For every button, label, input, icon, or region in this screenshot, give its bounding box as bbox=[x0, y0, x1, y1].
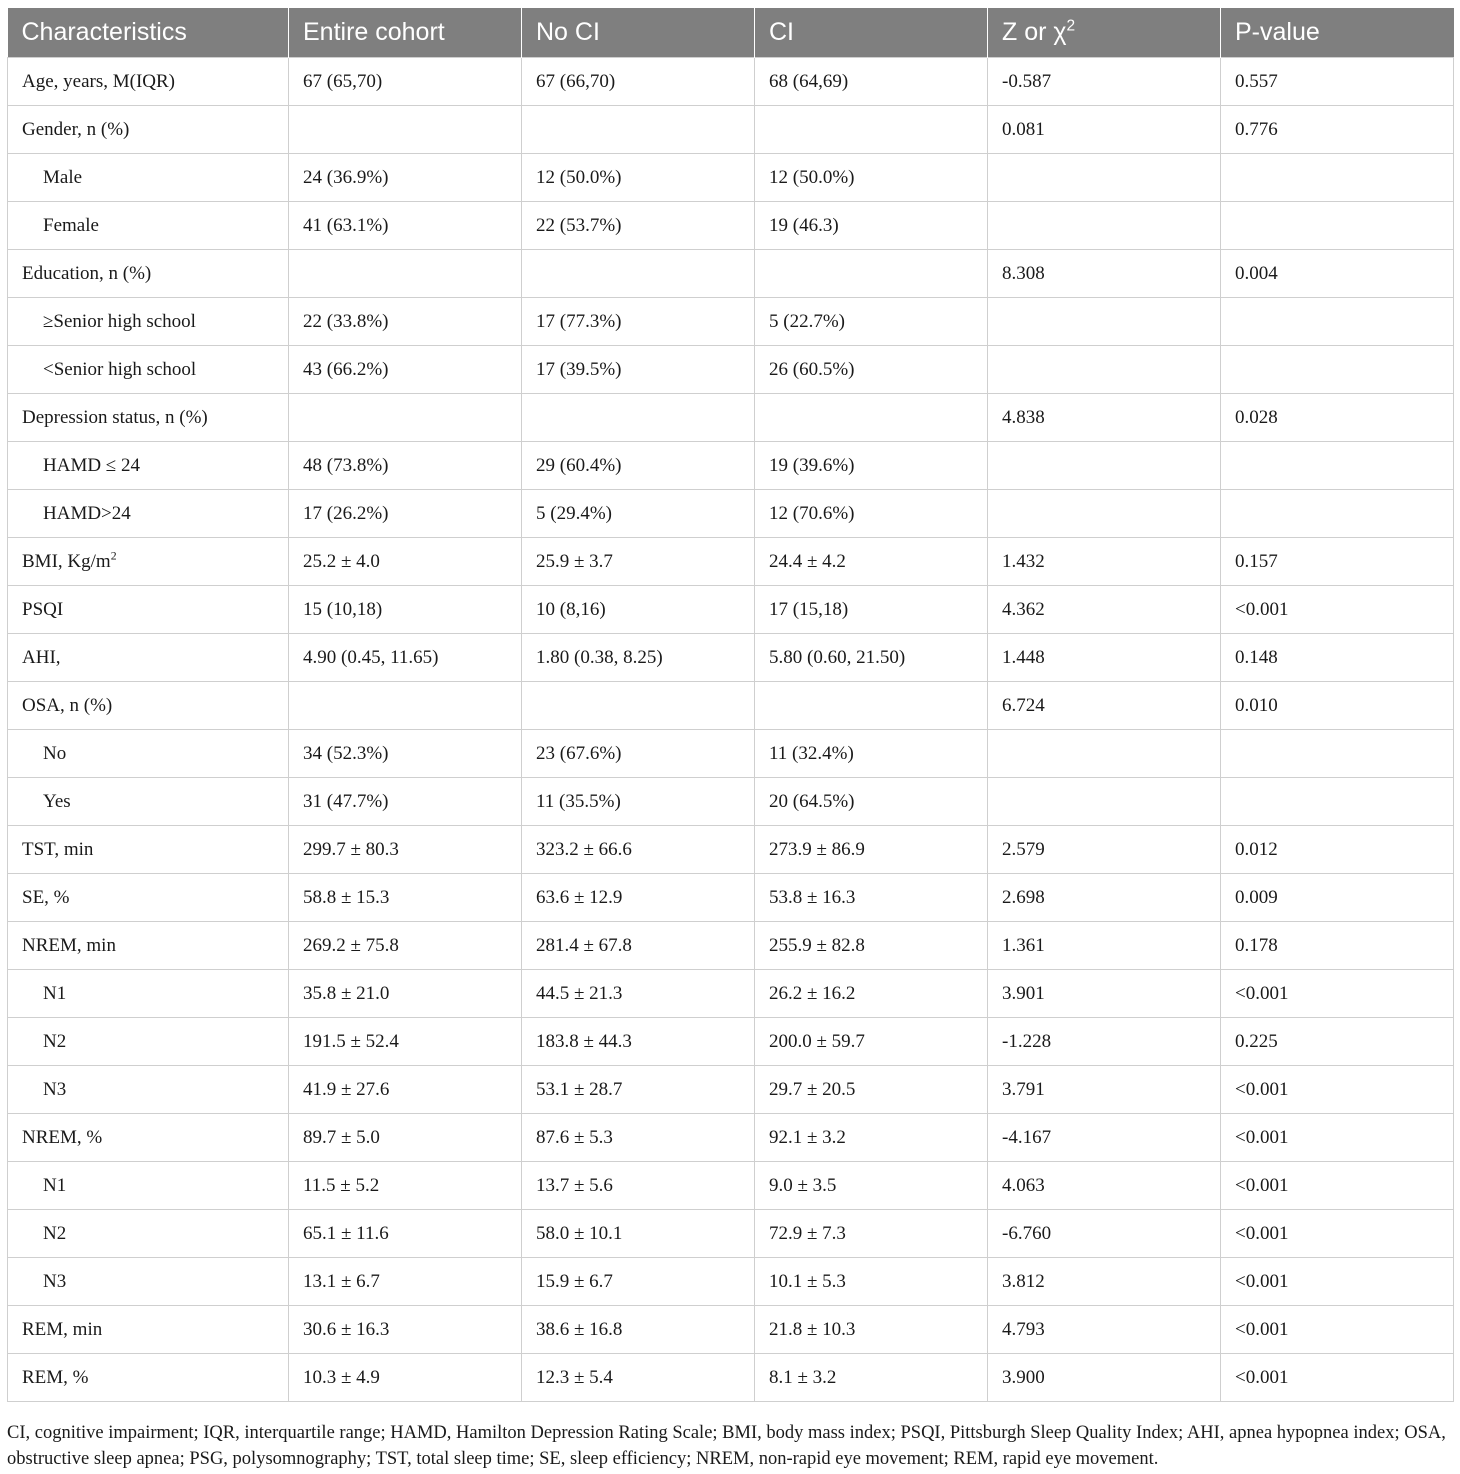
unit-superscript: 2 bbox=[110, 549, 117, 563]
table-row bbox=[8, 154, 1454, 202]
cell-z-or-chi2: 2.698 bbox=[988, 874, 1221, 922]
cell-ci: 17 (15,18) bbox=[755, 586, 988, 634]
cell-characteristic: N3 bbox=[8, 1066, 289, 1114]
cell-z-or-chi2: 6.724 bbox=[988, 682, 1221, 730]
table-row bbox=[8, 778, 1454, 826]
table-row bbox=[8, 826, 1454, 874]
cell-no-ci: 13.7 ± 5.6 bbox=[522, 1162, 755, 1210]
cell-p-value: 0.557 bbox=[1221, 58, 1454, 106]
cell-no-ci: 17 (39.5%) bbox=[522, 346, 755, 394]
cell-p-value bbox=[1221, 298, 1454, 346]
cell-ci: 273.9 ± 86.9 bbox=[755, 826, 988, 874]
cell-p-value: <0.001 bbox=[1221, 1306, 1454, 1354]
cell-z-or-chi2: 8.308 bbox=[988, 250, 1221, 298]
cell-entire-cohort: 58.8 ± 15.3 bbox=[289, 874, 522, 922]
cell-ci: 19 (39.6%) bbox=[755, 442, 988, 490]
cell-no-ci: 12 (50.0%) bbox=[522, 154, 755, 202]
cell-ci bbox=[755, 682, 988, 730]
cell-p-value: 0.012 bbox=[1221, 826, 1454, 874]
cell-no-ci: 29 (60.4%) bbox=[522, 442, 755, 490]
table-row bbox=[8, 922, 1454, 970]
cell-p-value bbox=[1221, 202, 1454, 250]
cell-ci: 24.4 ± 4.2 bbox=[755, 538, 988, 586]
cell-z-or-chi2: 3.791 bbox=[988, 1066, 1221, 1114]
characteristics-table-container bbox=[7, 8, 1453, 1402]
cell-ci: 9.0 ± 3.5 bbox=[755, 1162, 988, 1210]
cell-p-value bbox=[1221, 346, 1454, 394]
table-row bbox=[8, 58, 1454, 106]
table-row bbox=[8, 1114, 1454, 1162]
cell-entire-cohort: 4.90 (0.45, 11.65) bbox=[289, 634, 522, 682]
cell-p-value: 0.010 bbox=[1221, 682, 1454, 730]
cell-p-value: 0.178 bbox=[1221, 922, 1454, 970]
cell-z-or-chi2: 4.793 bbox=[988, 1306, 1221, 1354]
cell-p-value: 0.225 bbox=[1221, 1018, 1454, 1066]
cell-p-value: <0.001 bbox=[1221, 1162, 1454, 1210]
cell-no-ci: 53.1 ± 28.7 bbox=[522, 1066, 755, 1114]
cell-characteristic: Education, n (%) bbox=[8, 250, 289, 298]
cell-characteristic: N1 bbox=[8, 1162, 289, 1210]
cell-characteristic: Gender, n (%) bbox=[8, 106, 289, 154]
cell-z-or-chi2: 3.812 bbox=[988, 1258, 1221, 1306]
table-row bbox=[8, 1306, 1454, 1354]
cell-entire-cohort bbox=[289, 250, 522, 298]
cell-z-or-chi2 bbox=[988, 202, 1221, 250]
cell-p-value: 0.028 bbox=[1221, 394, 1454, 442]
table-footnote: CI, cognitive impairment; IQR, interquartile range; HAMD, Hamilton Depression Rating Scale; BMI, body mass index; PSQI, Pittsburgh Sleep Quality Index; AHI, apnea hypopnea index; OSA, obstructive sleep apnea; PSG, polysomnography; TST, total sleep time; SE, sleep efficiency; NREM, non-rapid eye movement; REM, rapid eye movement. bbox=[7, 1423, 1446, 1469]
cell-p-value: <0.001 bbox=[1221, 586, 1454, 634]
table-header-row bbox=[8, 8, 1454, 58]
cell-ci: 53.8 ± 16.3 bbox=[755, 874, 988, 922]
cell-z-or-chi2 bbox=[988, 778, 1221, 826]
cell-p-value: 0.157 bbox=[1221, 538, 1454, 586]
cell-entire-cohort: 25.2 ± 4.0 bbox=[289, 538, 522, 586]
cell-no-ci: 10 (8,16) bbox=[522, 586, 755, 634]
cell-no-ci: 87.6 ± 5.3 bbox=[522, 1114, 755, 1162]
cell-no-ci: 1.80 (0.38, 8.25) bbox=[522, 634, 755, 682]
cell-p-value: <0.001 bbox=[1221, 970, 1454, 1018]
cell-entire-cohort: 43 (66.2%) bbox=[289, 346, 522, 394]
cell-ci: 20 (64.5%) bbox=[755, 778, 988, 826]
table-row bbox=[8, 298, 1454, 346]
cell-characteristic: SE, % bbox=[8, 874, 289, 922]
cell-characteristic: PSQI bbox=[8, 586, 289, 634]
cell-no-ci: 22 (53.7%) bbox=[522, 202, 755, 250]
cell-ci bbox=[755, 250, 988, 298]
table-row bbox=[8, 250, 1454, 298]
cell-entire-cohort: 299.7 ± 80.3 bbox=[289, 826, 522, 874]
header-chi-superscript: 2 bbox=[1066, 17, 1076, 35]
cell-p-value bbox=[1221, 778, 1454, 826]
cell-z-or-chi2 bbox=[988, 154, 1221, 202]
cell-entire-cohort: 22 (33.8%) bbox=[289, 298, 522, 346]
cell-no-ci: 183.8 ± 44.3 bbox=[522, 1018, 755, 1066]
table-row bbox=[8, 1258, 1454, 1306]
header-entire-cohort: Entire cohort bbox=[289, 8, 522, 58]
cell-characteristic: Male bbox=[8, 154, 289, 202]
cell-ci: 5.80 (0.60, 21.50) bbox=[755, 634, 988, 682]
cell-p-value: <0.001 bbox=[1221, 1066, 1454, 1114]
cell-z-or-chi2 bbox=[988, 298, 1221, 346]
cell-no-ci: 12.3 ± 5.4 bbox=[522, 1354, 755, 1402]
cell-characteristic: Female bbox=[8, 202, 289, 250]
cell-no-ci: 23 (67.6%) bbox=[522, 730, 755, 778]
cell-characteristic: REM, % bbox=[8, 1354, 289, 1402]
cell-entire-cohort bbox=[289, 394, 522, 442]
cell-ci: 19 (46.3) bbox=[755, 202, 988, 250]
cell-no-ci: 67 (66,70) bbox=[522, 58, 755, 106]
cell-entire-cohort: 269.2 ± 75.8 bbox=[289, 922, 522, 970]
cell-entire-cohort bbox=[289, 106, 522, 154]
cell-z-or-chi2: 2.579 bbox=[988, 826, 1221, 874]
cell-p-value: 0.148 bbox=[1221, 634, 1454, 682]
table-row bbox=[8, 202, 1454, 250]
cell-characteristic: N2 bbox=[8, 1018, 289, 1066]
cell-characteristic: N1 bbox=[8, 970, 289, 1018]
cell-characteristic: TST, min bbox=[8, 826, 289, 874]
cell-ci: 26.2 ± 16.2 bbox=[755, 970, 988, 1018]
cell-characteristic: HAMD ≤ 24 bbox=[8, 442, 289, 490]
table-row bbox=[8, 1354, 1454, 1402]
table-row bbox=[8, 730, 1454, 778]
cell-no-ci: 44.5 ± 21.3 bbox=[522, 970, 755, 1018]
header-z-or-chi2 bbox=[988, 8, 1221, 58]
cell-z-or-chi2: 3.901 bbox=[988, 970, 1221, 1018]
cell-characteristic: Yes bbox=[8, 778, 289, 826]
characteristic-text: BMI, Kg/m bbox=[22, 550, 111, 572]
table-row bbox=[8, 634, 1454, 682]
cell-entire-cohort: 67 (65,70) bbox=[289, 58, 522, 106]
cell-no-ci: 323.2 ± 66.6 bbox=[522, 826, 755, 874]
cell-z-or-chi2: 4.838 bbox=[988, 394, 1221, 442]
cell-ci: 200.0 ± 59.7 bbox=[755, 1018, 988, 1066]
table-row bbox=[8, 346, 1454, 394]
cell-characteristic: Age, years, M(IQR) bbox=[8, 58, 289, 106]
cell-z-or-chi2: -4.167 bbox=[988, 1114, 1221, 1162]
cell-z-or-chi2: 1.432 bbox=[988, 538, 1221, 586]
cell-entire-cohort: 17 (26.2%) bbox=[289, 490, 522, 538]
header-z-or-chi-text: Z or χ bbox=[1002, 18, 1067, 46]
cell-z-or-chi2: 3.900 bbox=[988, 1354, 1221, 1402]
cell-characteristic: Depression status, n (%) bbox=[8, 394, 289, 442]
header-p-value: P-value bbox=[1221, 8, 1454, 58]
cell-p-value: <0.001 bbox=[1221, 1114, 1454, 1162]
cell-z-or-chi2: 0.081 bbox=[988, 106, 1221, 154]
table-row bbox=[8, 970, 1454, 1018]
cell-z-or-chi2: 4.362 bbox=[988, 586, 1221, 634]
cell-ci: 11 (32.4%) bbox=[755, 730, 988, 778]
cell-p-value: 0.776 bbox=[1221, 106, 1454, 154]
cell-no-ci bbox=[522, 682, 755, 730]
cell-no-ci bbox=[522, 250, 755, 298]
table-row bbox=[8, 1210, 1454, 1258]
cell-entire-cohort: 41 (63.1%) bbox=[289, 202, 522, 250]
cell-characteristic: N2 bbox=[8, 1210, 289, 1258]
header-characteristics: Characteristics bbox=[8, 8, 289, 58]
cell-no-ci: 17 (77.3%) bbox=[522, 298, 755, 346]
cell-z-or-chi2 bbox=[988, 730, 1221, 778]
characteristics-table bbox=[7, 8, 1454, 1402]
cell-no-ci: 11 (35.5%) bbox=[522, 778, 755, 826]
table-row bbox=[8, 1018, 1454, 1066]
table-row bbox=[8, 490, 1454, 538]
cell-no-ci: 15.9 ± 6.7 bbox=[522, 1258, 755, 1306]
cell-p-value: <0.001 bbox=[1221, 1258, 1454, 1306]
table-row bbox=[8, 442, 1454, 490]
cell-entire-cohort: 34 (52.3%) bbox=[289, 730, 522, 778]
cell-z-or-chi2: 1.361 bbox=[988, 922, 1221, 970]
cell-p-value bbox=[1221, 730, 1454, 778]
cell-ci: 12 (70.6%) bbox=[755, 490, 988, 538]
cell-entire-cohort: 191.5 ± 52.4 bbox=[289, 1018, 522, 1066]
table-row bbox=[8, 106, 1454, 154]
cell-ci: 68 (64,69) bbox=[755, 58, 988, 106]
cell-entire-cohort: 15 (10,18) bbox=[289, 586, 522, 634]
cell-no-ci bbox=[522, 394, 755, 442]
cell-z-or-chi2 bbox=[988, 346, 1221, 394]
cell-ci bbox=[755, 106, 988, 154]
table-row bbox=[8, 1162, 1454, 1210]
cell-z-or-chi2 bbox=[988, 442, 1221, 490]
cell-entire-cohort: 35.8 ± 21.0 bbox=[289, 970, 522, 1018]
cell-no-ci: 25.9 ± 3.7 bbox=[522, 538, 755, 586]
cell-z-or-chi2: -1.228 bbox=[988, 1018, 1221, 1066]
cell-characteristic: <Senior high school bbox=[8, 346, 289, 394]
cell-entire-cohort: 65.1 ± 11.6 bbox=[289, 1210, 522, 1258]
cell-no-ci: 281.4 ± 67.8 bbox=[522, 922, 755, 970]
cell-p-value: <0.001 bbox=[1221, 1354, 1454, 1402]
cell-p-value: 0.004 bbox=[1221, 250, 1454, 298]
cell-ci: 92.1 ± 3.2 bbox=[755, 1114, 988, 1162]
table-row bbox=[8, 874, 1454, 922]
cell-characteristic: No bbox=[8, 730, 289, 778]
table-row bbox=[8, 538, 1454, 586]
cell-z-or-chi2: 4.063 bbox=[988, 1162, 1221, 1210]
cell-no-ci: 5 (29.4%) bbox=[522, 490, 755, 538]
cell-ci: 5 (22.7%) bbox=[755, 298, 988, 346]
cell-ci: 8.1 ± 3.2 bbox=[755, 1354, 988, 1402]
cell-entire-cohort: 48 (73.8%) bbox=[289, 442, 522, 490]
cell-ci: 255.9 ± 82.8 bbox=[755, 922, 988, 970]
cell-p-value bbox=[1221, 442, 1454, 490]
cell-ci bbox=[755, 394, 988, 442]
cell-z-or-chi2 bbox=[988, 490, 1221, 538]
cell-entire-cohort bbox=[289, 682, 522, 730]
cell-entire-cohort: 41.9 ± 27.6 bbox=[289, 1066, 522, 1114]
cell-characteristic bbox=[8, 538, 289, 586]
cell-z-or-chi2: -0.587 bbox=[988, 58, 1221, 106]
cell-ci: 29.7 ± 20.5 bbox=[755, 1066, 988, 1114]
cell-p-value bbox=[1221, 154, 1454, 202]
cell-characteristic: AHI, bbox=[8, 634, 289, 682]
cell-characteristic: N3 bbox=[8, 1258, 289, 1306]
cell-characteristic: ≥Senior high school bbox=[8, 298, 289, 346]
cell-entire-cohort: 13.1 ± 6.7 bbox=[289, 1258, 522, 1306]
cell-characteristic: NREM, min bbox=[8, 922, 289, 970]
cell-no-ci bbox=[522, 106, 755, 154]
table-row bbox=[8, 586, 1454, 634]
cell-entire-cohort: 89.7 ± 5.0 bbox=[289, 1114, 522, 1162]
cell-entire-cohort: 24 (36.9%) bbox=[289, 154, 522, 202]
cell-z-or-chi2: -6.760 bbox=[988, 1210, 1221, 1258]
header-ci: CI bbox=[755, 8, 988, 58]
cell-entire-cohort: 11.5 ± 5.2 bbox=[289, 1162, 522, 1210]
cell-no-ci: 63.6 ± 12.9 bbox=[522, 874, 755, 922]
table-body bbox=[8, 58, 1454, 1402]
cell-characteristic: NREM, % bbox=[8, 1114, 289, 1162]
table-row bbox=[8, 1066, 1454, 1114]
cell-p-value bbox=[1221, 490, 1454, 538]
cell-no-ci: 38.6 ± 16.8 bbox=[522, 1306, 755, 1354]
cell-entire-cohort: 10.3 ± 4.9 bbox=[289, 1354, 522, 1402]
cell-ci: 21.8 ± 10.3 bbox=[755, 1306, 988, 1354]
header-no-ci: No CI bbox=[522, 8, 755, 58]
table-row bbox=[8, 682, 1454, 730]
cell-characteristic: REM, min bbox=[8, 1306, 289, 1354]
cell-p-value: 0.009 bbox=[1221, 874, 1454, 922]
cell-ci: 26 (60.5%) bbox=[755, 346, 988, 394]
cell-z-or-chi2: 1.448 bbox=[988, 634, 1221, 682]
cell-characteristic: OSA, n (%) bbox=[8, 682, 289, 730]
cell-ci: 12 (50.0%) bbox=[755, 154, 988, 202]
cell-entire-cohort: 31 (47.7%) bbox=[289, 778, 522, 826]
cell-entire-cohort: 30.6 ± 16.3 bbox=[289, 1306, 522, 1354]
cell-no-ci: 58.0 ± 10.1 bbox=[522, 1210, 755, 1258]
table-row bbox=[8, 394, 1454, 442]
cell-ci: 72.9 ± 7.3 bbox=[755, 1210, 988, 1258]
cell-p-value: <0.001 bbox=[1221, 1210, 1454, 1258]
cell-characteristic: HAMD>24 bbox=[8, 490, 289, 538]
cell-ci: 10.1 ± 5.3 bbox=[755, 1258, 988, 1306]
